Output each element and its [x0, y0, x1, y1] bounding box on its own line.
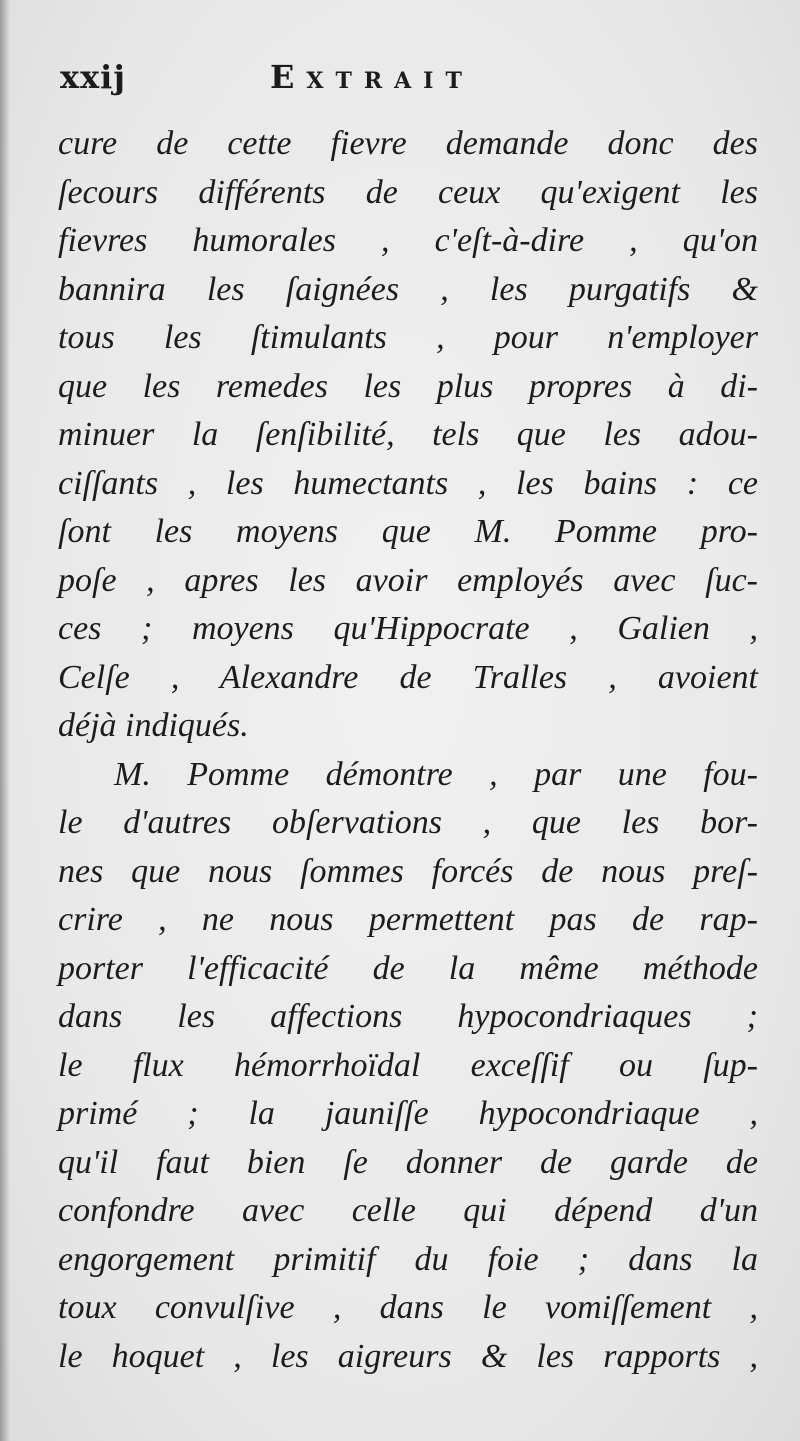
text-line: ces ; moyens qu'Hippocrate , Galien ,: [58, 610, 758, 647]
text-line: Celſe , Alexandre de Tralles , avoient: [58, 658, 758, 696]
text-line: le flux hémorrhoïdal exceſſif ou ſup-: [58, 1046, 758, 1084]
text-line: tous les ſtimulants , pour n'employer: [58, 319, 758, 356]
text-line: nes que nous ſommes forcés de nous preſ-: [58, 852, 758, 890]
text-line: fievres humorales , c'eſt-à-dire , qu'on: [58, 222, 758, 259]
text-line: M. Pomme démontre , par une fou-: [114, 755, 758, 793]
text-line: que les remedes les plus propres à di-: [58, 367, 758, 405]
text-line: engorgement primitif du foie ; dans la: [58, 1240, 758, 1278]
page-header: [60, 58, 760, 108]
body-text: [58, 120, 758, 1381]
page-number: xxij: [60, 58, 126, 96]
text-line: bannira les ſaignées , les purgatifs &: [58, 270, 758, 308]
text-line: déjà indiqués.: [58, 707, 249, 744]
text-line: primé ; la jauniſſe hypocondriaque ,: [58, 1095, 758, 1132]
text-line: le d'autres obſervations , que les bor-: [58, 804, 758, 841]
text-line: dans les affections hypocondriaques ;: [58, 998, 758, 1035]
text-line: poſe , apres les avoir employés avec ſuc-: [58, 561, 758, 599]
text-line: crire , ne nous permettent pas de rap-: [58, 901, 758, 938]
text-line: ciſſants , les humectants , les bains : ce: [58, 464, 758, 502]
text-line: porter l'efficacité de la même méthode: [58, 949, 758, 987]
running-head: Extrait: [270, 58, 474, 96]
text-line: ſont les moyens que M. Pomme pro-: [58, 513, 758, 550]
text-line: ſecours différents de ceux qu'exigent les: [58, 173, 758, 211]
page-edge-shadow: [0, 0, 10, 1441]
text-line: minuer la ſenſibilité, tels que les adou-: [58, 416, 758, 453]
text-line: le hoquet , les aigreurs & les rapports ,: [58, 1337, 758, 1375]
text-line: toux convulſive , dans le vomiſſement ,: [58, 1289, 758, 1326]
text-line: qu'il faut bien ſe donner de garde de: [58, 1143, 758, 1181]
text-line: cure de cette fievre demande donc des: [58, 125, 758, 162]
text-line: confondre avec celle qui dépend d'un: [58, 1192, 758, 1229]
